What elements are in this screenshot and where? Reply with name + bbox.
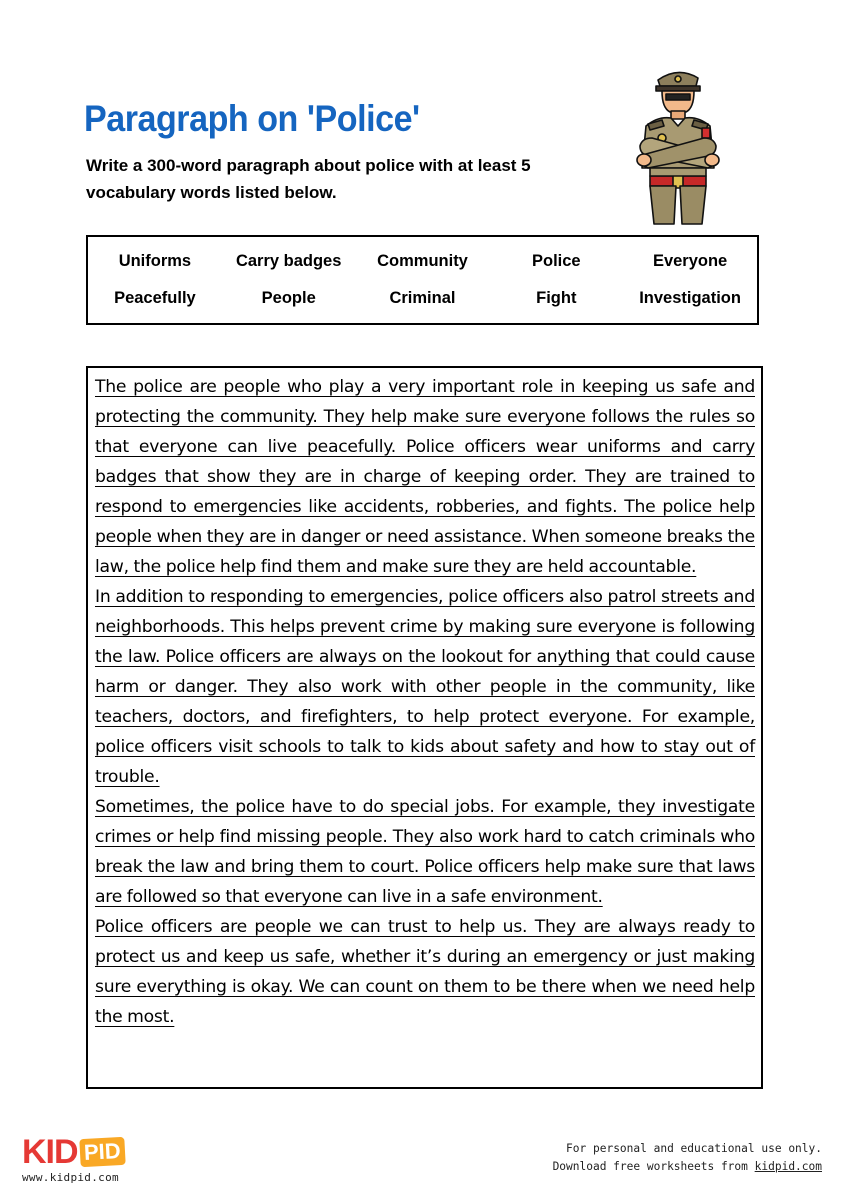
footer-notice [553,1140,822,1176]
vocabulary-word: Carry badges [235,252,342,270]
footer-prefix: Download free worksheets from [552,1160,755,1173]
vocabulary-word: Fight [536,289,577,307]
paragraph: Police officers are people we can trust to help us. They are always ready to protect us and keep us safe, whether it’s during an emergency or just making sure everything is okay. We can count on them to be there when we need help the most. [95,917,755,1027]
footer-line-2 [553,1158,822,1176]
paragraph: The police are people who play a very important role in keeping us safe and protecting the community. They help make sure everyone follows the rules so that everyone can live peacefully. Police officers wear uniforms and carry badges that show they are in charge of keeping order. They are trained to respond to emergencies like accidents, robberies, and fights. The police help people when they are in danger or need assistance. When someone breaks the law, the police help find them and make sure they are held accountable. [95,377,755,577]
logo-url: www.kidpid.com [22,1171,119,1184]
vocabulary-word: Uniforms [118,252,192,270]
vocabulary-word: Investigation [639,289,741,307]
logo-kid-text: KID [22,1133,78,1171]
paragraph: Sometimes, the police have to do special jobs. For example, they investigate crimes or help find missing people. They also work hard to catch criminals who break the law and bring them to court. Police officers help make sure that laws are followed so that everyone can live in a safe environment. [95,797,755,907]
instructions: Write a 300-word paragraph about police with at least 5 vocabulary words listed below. [86,156,531,202]
vocabulary-word: People [261,289,316,307]
paragraph-box [86,366,763,1089]
vocabulary-word: Police [531,252,581,270]
police-officer-illustration [628,64,728,226]
logo-pid-text: PID [79,1137,125,1167]
page-title: Paragraph on 'Police' [84,98,420,139]
footer-link[interactable]: kidpid.com [754,1160,822,1173]
vocabulary-word: Community [377,252,468,270]
kidpid-logo [22,1135,124,1184]
vocabulary-word: Peacefully [114,289,196,307]
footer-line-1: For personal and educational use only. [566,1142,822,1155]
vocabulary-box [86,235,759,325]
vocabulary-word: Criminal [389,289,456,307]
vocabulary-grid [88,237,757,317]
vocabulary-word: Everyone [652,252,728,270]
paragraph: In addition to responding to emergencies, police officers also patrol streets and neighborhoods. This helps prevent crime by making sure everyone is following the law. Police officers are always on the lookout for anything that could cause harm or danger. They also work with other people in the community, like teachers, doctors, and firefighters, to help protect everyone. For example, police officers visit schools to talk to kids about safety and how to stay out of trouble. [95,587,755,787]
